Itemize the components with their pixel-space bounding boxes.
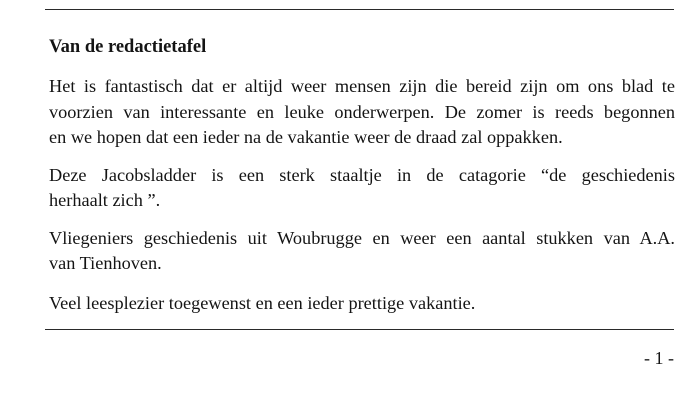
article-heading: Van de redactietafel (49, 37, 207, 57)
bottom-rule (45, 329, 674, 330)
paragraph-jacobsladder (49, 163, 675, 214)
paragraph-line: Veel leesplezier toegewenst en een ieder prettige vakantie. (49, 292, 476, 313)
page-number: - 1 - (644, 348, 674, 368)
paragraph-line: voorzien van interessante en leuke onderwerpen. De zomer is reeds begonnen (49, 101, 675, 122)
paragraph-intro (49, 74, 675, 151)
paragraph-line: Het is fantastisch dat er altijd weer mensen zijn die bereid zijn om ons blad te (49, 76, 675, 96)
article (49, 34, 675, 316)
paragraph-line: herhaalt zich ”. (49, 190, 161, 210)
paragraph-closing (49, 291, 675, 317)
paragraph-vliegeniers (49, 226, 675, 277)
paragraph-line: van Tienhoven. (49, 253, 162, 273)
paragraph-line: Deze Jacobsladder is een sterk staaltje in de catagorie “de geschiedenis (49, 164, 675, 185)
paragraph-line: en we hopen dat een ieder na de vakantie weer de draad zal oppakken. (49, 127, 563, 147)
paragraph-line: Vliegeniers geschiedenis uit Woubrugge en weer een aantal stukken van A.A. (49, 227, 675, 248)
top-rule (45, 9, 674, 10)
